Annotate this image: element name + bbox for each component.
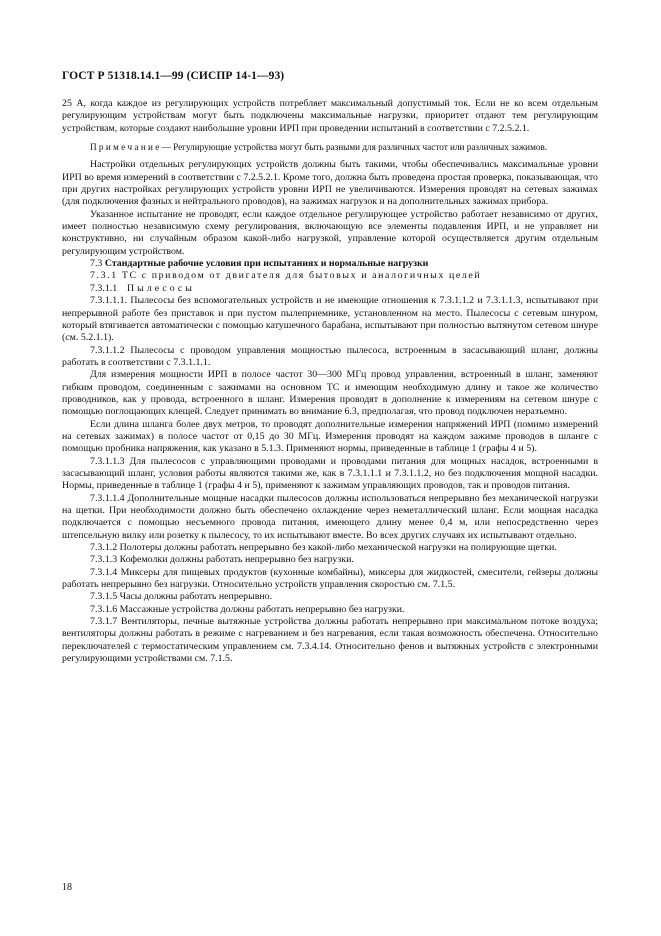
paragraph: Настройки отдельных регулирующих устройств должны быть такими, чтобы обеспечивались максимальные уровни ИРП во время измерений в соответствии с 7.2.5.2.1. Кроме того, должна быть проведена простая проверка, показывающая, что при других настройках регулирующих устройств уровни ИРП не увеличиваются. Измерения проводят на сетевых зажимах (для подключения фазных и нейтрального проводов), на зажимах нагрузок и на дополнительных зажимах прибора. bbox=[62, 159, 598, 208]
document-header: ГОСТ Р 51318.14.1—99 (СИСПР 14-1—93) bbox=[62, 70, 285, 82]
section-heading-7-3 bbox=[62, 258, 598, 270]
section-title: Стандартные рабочие условия при испытаниях и нормальные нагрузки bbox=[104, 258, 429, 270]
note-label: П р и м е ч а н и е bbox=[90, 142, 160, 153]
paragraph: 7.3.1.1.3 Для пылесосов с управляющими проводами и проводами питания для мощных насадок, встроенными в засасывающий шланг, условия работы являются такими же, как в 7.3.1.1.1 и 7.3.1.1.2, но без подключения мощной насадки. Нормы, приведенные в таблице 1 (графы 4 и 5), применяют к зажимам управляющих проводов, так и проводов питания. bbox=[62, 455, 598, 492]
page-number: 18 bbox=[62, 882, 72, 893]
paragraph: 25 А, когда каждое из регулирующих устройств потребляет максимальный допустимый ток. Если не ко всем отдельным регулирующим устройствам могут быть подключены максимальные нагрузки, приоритет отдают тем регулирующим устройствам, которые создают наибольшие уровни ИРП при проведении испытаний в соответствии с 7.2.5.2.1. bbox=[62, 98, 598, 134]
section-number: 7.3 bbox=[90, 258, 103, 270]
section-title: Пылесосы bbox=[127, 282, 195, 294]
paragraph: 7.3.1.7 Вентиляторы, печные вытяжные устройства должны работать непрерывно при максимальном потоке воздуха; вентиляторы должны работать в режиме с нагреванием и без нагревания, если такая возможность обеспечена. Относительно переключателей с термостатическим управлением см. 7.3.4.14. Относительно фенов и вытяжных устройств с электронными регулирующими устройствами см. 7.1.5. bbox=[62, 616, 598, 665]
section-number: 7.3.1.1 bbox=[90, 282, 118, 294]
paragraph: 7.3.1.1.4 Дополнительные мощные насадки пылесосов должны использоваться непрерывно без механической нагрузки на щетки. При необходимости должно быть обеспечено охлаждение через неметаллический шланг. Если мощная насадка подключается с помощью несъемного провода питания, имеющего длину менее 0,4 м, или непосредственно через штепсельную вилку или розетку к пылесосу, то их испытывают вместе. Во всех других случаях их испытывают отдельно. bbox=[62, 492, 598, 541]
paragraph: 7.3.1.6 Массажные устройства должны работать непрерывно без нагрузки. bbox=[90, 603, 405, 615]
paragraph: 7.3.1.5 Часы должны работать непрерывно. bbox=[90, 591, 273, 603]
paragraph: 7.3.1.1.1. Пылесосы без вспомогательных устройств и не имеющие отношения к 7.3.1.1.2 и 7.3.1.1.3, испытывают при непрерывной работе без приставок и при пустом пылеприемнике, установленном на место. Пылесосы с сетевым шнуром, который втягивается автоматически с помощью катушечного барабана, испытывают при полностью вытянутом сетевом шнуре (см. 5.2.1.1). bbox=[62, 295, 598, 344]
paragraph: Указанное испытание не проводят, если каждое отдельное регулирующее устройство работает независимо от других, имеет полностью независимую схему регулирования, включающую все элементы подавления ИРП, и не управляет ни конструктивно, ни случайным образом какой-либо нагрузкой, управление которой осуществляется другим отдельным регулирующим устройством. bbox=[62, 208, 598, 257]
section-heading-7-3-1-1 bbox=[62, 283, 598, 295]
document-body bbox=[62, 98, 598, 665]
paragraph: Если длина шланга более двух метров, то проводят дополнительные измерения напряжений ИРП (помимо измерений на сетевых зажимах) в полосе частот от 0,15 до 30 МГц. Измерения проводят на каждом зажиме проводов в шланге с помощью пробника напряжения, как указано в 5.1.3. Применяют нормы, приведенные в таблице 1 (графы 4 и 5). bbox=[62, 418, 598, 455]
paragraph: 7.3.1.4 Миксеры для пищевых продуктов (кухонные комбайны), миксеры для жидкостей, смесители, гейзеры должны работать непрерывно без нагрузки. Относительно устройств управления скоростью см. 7.1.5. bbox=[62, 566, 598, 591]
paragraph: Для измерения мощности ИРП в полосе частот 30—300 МГц провод управления, встроенный в шланг, заменяют гибким проводом, соединенным с зажимами на основном ТС и имеющим необходимую длину и такое же количество проводников, как у провода, встроенного в шланг. Измерения проводят в дополнение к измерениям на сетевом шнуре с помощью поглощающих клещей. Следует принимать во внимание 6.3, предполагая, что провод подключен неразъемно. bbox=[62, 369, 598, 418]
section-heading-7-3-1: 7.3.1 ТС с приводом от двигателя для бытовых и аналогичных целей bbox=[90, 270, 482, 282]
note bbox=[62, 141, 598, 153]
paragraph: 7.3.1.1.2 Пылесосы с проводом управления мощностью пылесоса, встроенным в засасывающий шланг, должны работать в соответствии с 7.3.1.1.1. bbox=[62, 344, 598, 368]
paragraph: 7.3.1.2 Полотеры должны работать непрерывно без какой-либо механической нагрузки на полирующие щетки. bbox=[90, 542, 557, 554]
paragraph: 7.3.1.3 Кофемолки должны работать непрерывно без нагрузки. bbox=[90, 554, 354, 566]
note-text: — Регулирующие устройства могут быть разными для различных частот или различных зажимов. bbox=[159, 142, 548, 153]
